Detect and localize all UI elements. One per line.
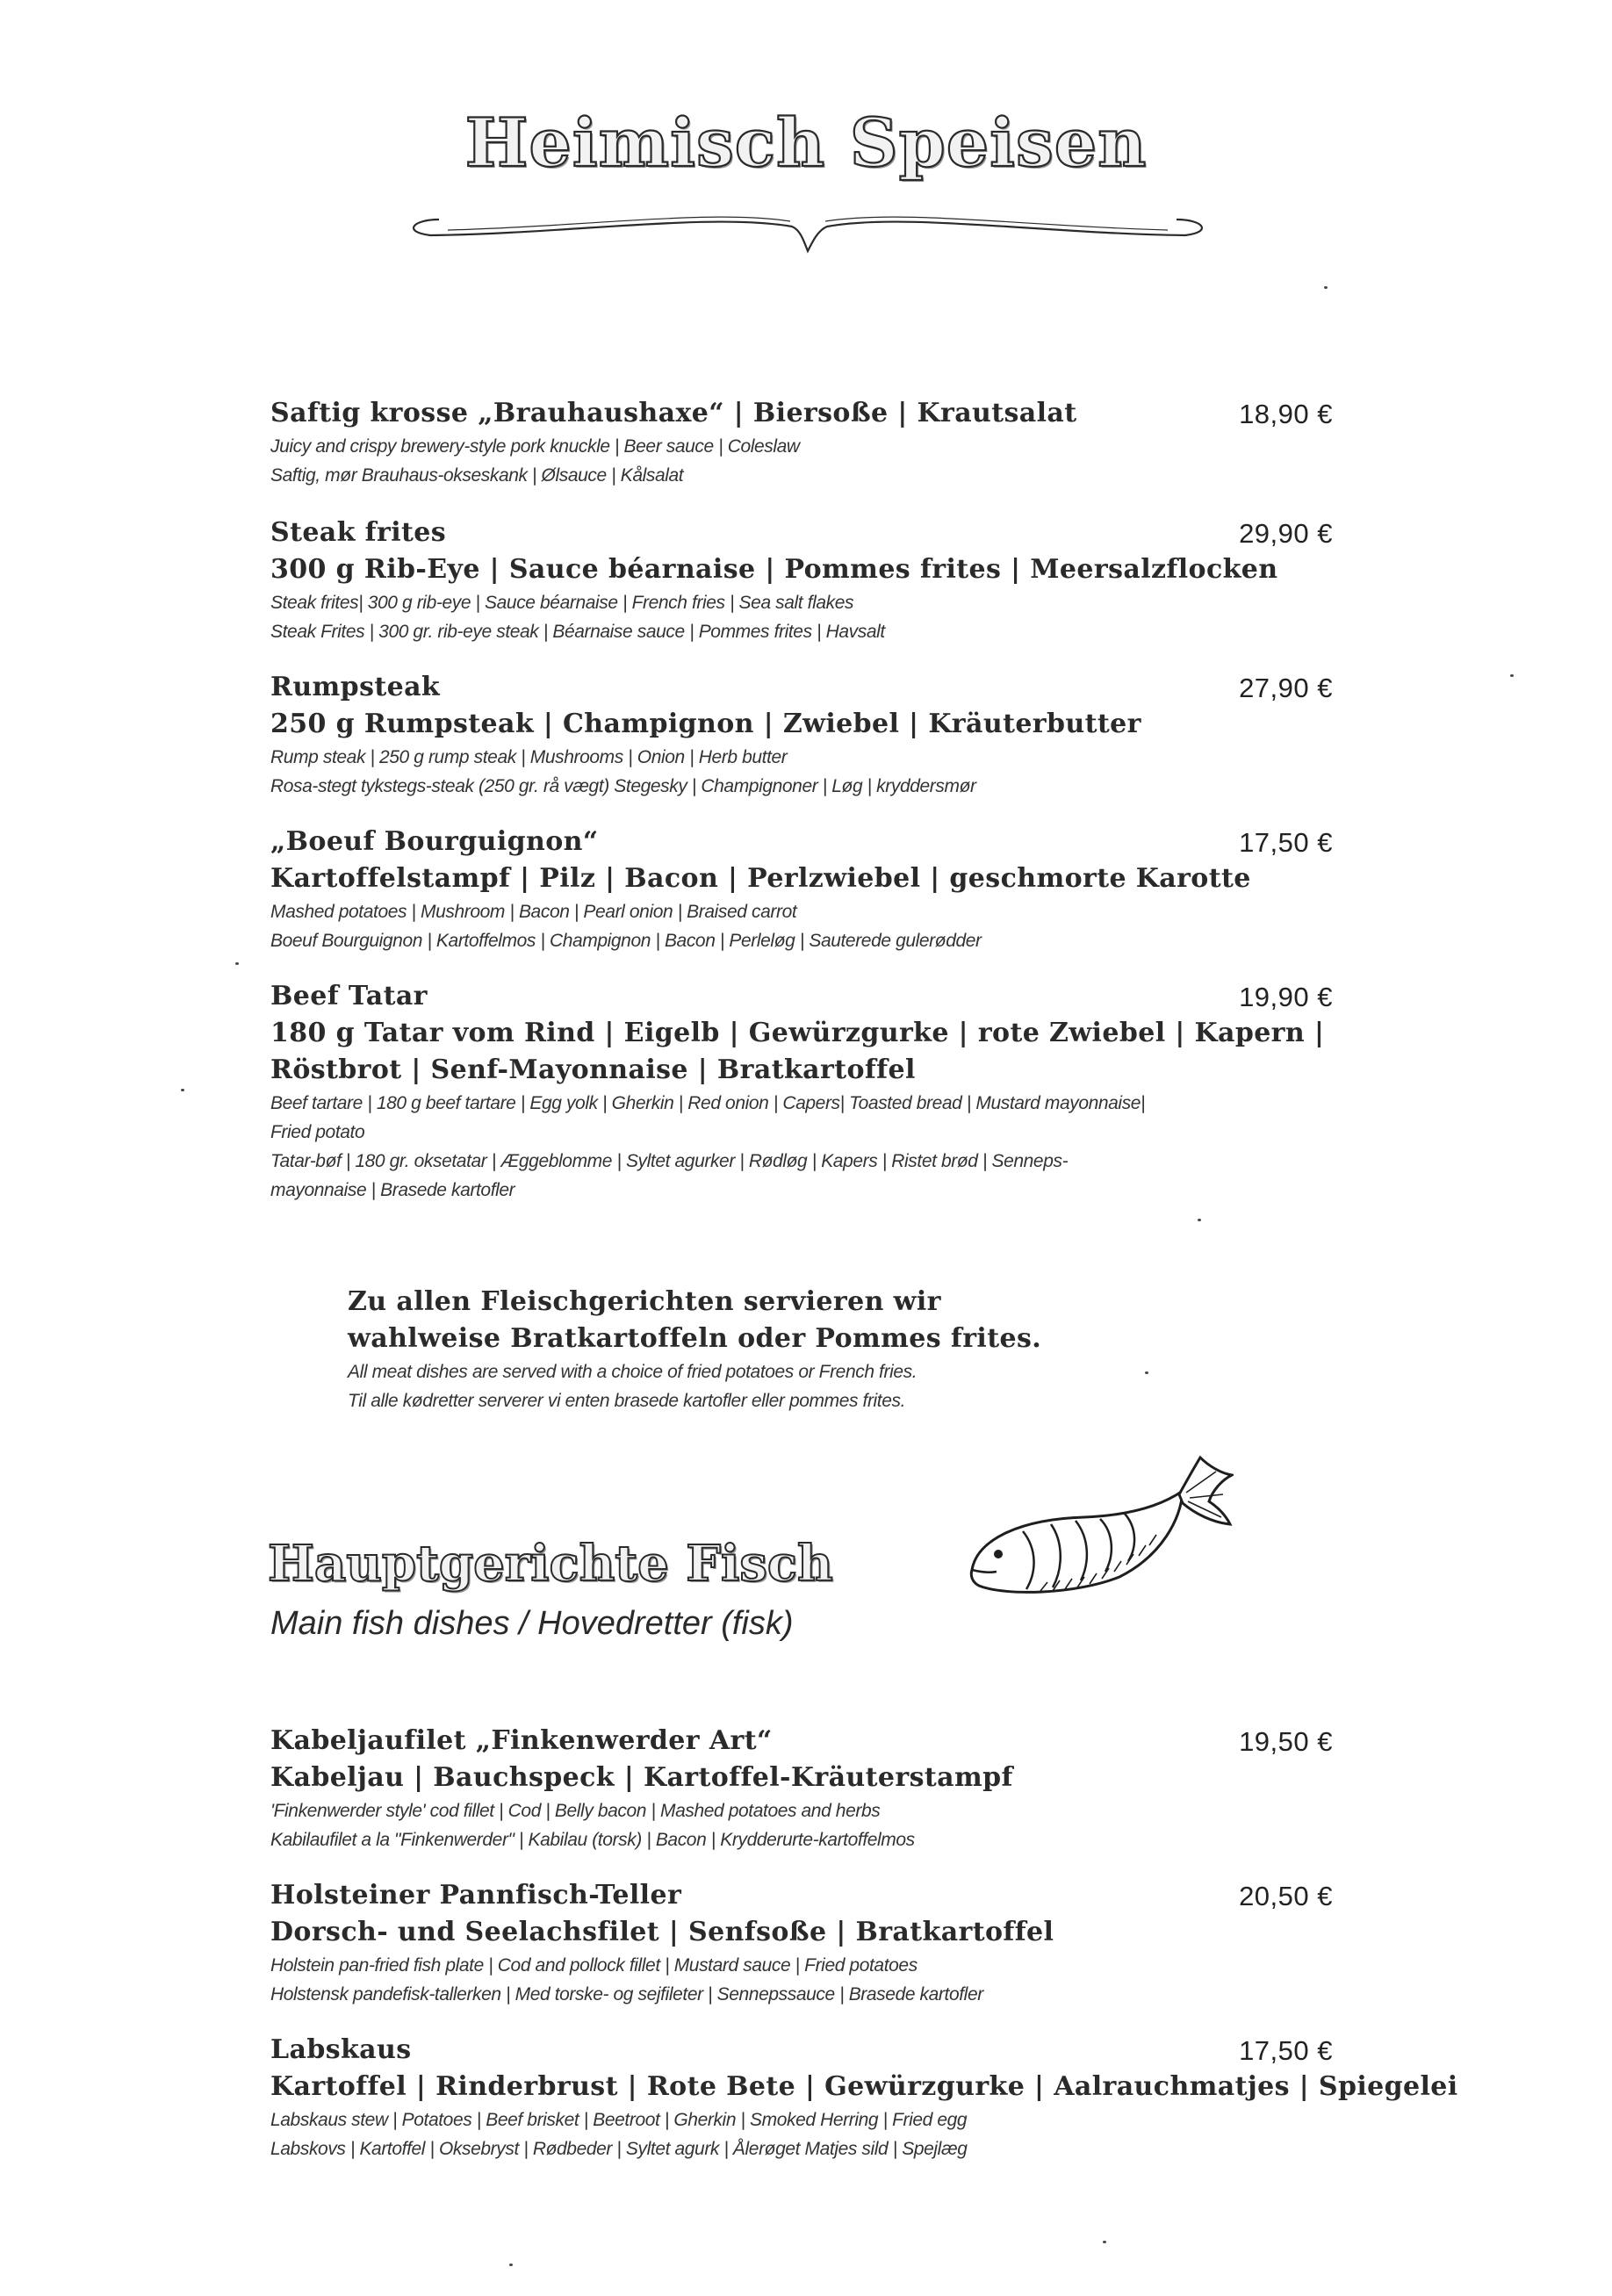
menu-item-steak-frites: [270, 515, 1359, 646]
menu-item-boeuf-bourguignon: [270, 824, 1359, 955]
price-steak-frites: 29,90 €: [1239, 518, 1333, 549]
dish-description: 180 g Tatar vom Rind | Eigelb | Gewürzgurke | rote Zwiebel | Kapern |: [270, 1018, 1325, 1048]
dish-name: Rumpsteak: [270, 672, 441, 702]
price-boeuf-bourguignon: 17,50 €: [1239, 827, 1333, 858]
dish-description: 300 g Rib-Eye | Sauce béarnaise | Pommes frites | Meersalzflocken: [270, 554, 1278, 585]
dish-name: Saftig krosse „Brauhaushaxe“ | Biersoße | Krautsalat: [270, 398, 1077, 428]
dish-name: Steak frites: [270, 517, 447, 548]
dish-name: Holsteiner Pannfisch-Teller: [270, 1880, 682, 1911]
dish-name: Labskaus: [270, 2034, 412, 2065]
menu-item-kabeljaufilet: [270, 1723, 1359, 1854]
fish-icon: [953, 1440, 1234, 1624]
price-kabeljaufilet: 19,50 €: [1239, 1726, 1333, 1757]
fish-section-subtitle: Main fish dishes / Hovedretter (fisk): [270, 1605, 794, 1642]
scan-speck: [1198, 1219, 1201, 1221]
dish-description: Dorsch- und Seelachsfilet | Senfsoße | Bratkartoffel: [270, 1917, 1054, 1947]
scan-speck: [1145, 1371, 1148, 1374]
dish-english: Mashed potatoes | Mushroom | Bacon | Pearl onion | Braised carrot: [270, 902, 797, 922]
side-dish-note: [348, 1284, 1138, 1415]
menu-item-rumpsteak: [270, 669, 1359, 801]
dish-description: Kabeljau | Bauchspeck | Kartoffel-Kräuterstampf: [270, 1762, 1013, 1793]
scan-speck: [181, 1089, 184, 1091]
price-brauhaushaxe: 18,90 €: [1239, 399, 1333, 429]
dish-danish: Labskovs | Kartoffel | Oksebryst | Rødbeder | Syltet agurk | Ålerøget Matjes sild | Spejlæg: [270, 2139, 968, 2159]
dish-english: Rump steak | 250 g rump steak | Mushrooms | Onion | Herb butter: [270, 747, 788, 767]
dish-description: Röstbrot | Senf-Mayonnaise | Bratkartoffel: [270, 1054, 916, 1085]
scan-speck: [1510, 674, 1514, 677]
dish-name: Kabeljaufilet „Finkenwerder Art“: [270, 1725, 773, 1756]
note-english: All meat dishes are served with a choice of fried potatoes or French fries.: [348, 1362, 918, 1382]
note-line: Zu allen Fleischgerichten servieren wir: [348, 1286, 941, 1317]
dish-english: 'Finkenwerder style' cod fillet | Cod | Belly bacon | Mashed potatoes and herbs: [270, 1801, 881, 1821]
dish-english: Holstein pan-fried fish plate | Cod and pollock fillet | Mustard sauce | Fried potatoes: [270, 1955, 918, 1976]
price-pannfisch-teller: 20,50 €: [1239, 1881, 1333, 1911]
menu-item-pannfisch-teller: [270, 1877, 1359, 2009]
note-line: wahlweise Bratkartoffeln oder Pommes frites.: [348, 1323, 1042, 1354]
dish-danish: Saftig, mør Brauhaus-okseskank | Ølsauce | Kålsalat: [270, 465, 684, 486]
dish-english: Juicy and crispy brewery-style pork knuckle | Beer sauce | Coleslaw: [270, 436, 800, 457]
dish-name: „Boeuf Bourguignon“: [270, 826, 599, 857]
dish-description: Kartoffel | Rinderbrust | Rote Bete | Gewürzgurke | Aalrauchmatjes | Spiegelei: [270, 2071, 1458, 2102]
title-swash-ornament: [395, 207, 1220, 260]
note-danish: Til alle kødretter serverer vi enten brasede kartofler eller pommes frites.: [348, 1391, 906, 1411]
dish-description: Kartoffelstampf | Pilz | Bacon | Perlzwiebel | geschmorte Karotte: [270, 863, 1251, 894]
dish-danish: Holstensk pandefisk-tallerken | Med torske- og sejfileter | Sennepssauce | Brasede kartofler: [270, 1984, 983, 2005]
dish-english: Labskaus stew | Potatoes | Beef brisket | Beetroot | Gherkin | Smoked Herring | Fried egg: [270, 2110, 968, 2130]
dish-name: Beef Tatar: [270, 981, 428, 1011]
dish-description: 250 g Rumpsteak | Champignon | Zwiebel | Kräuterbutter: [270, 709, 1141, 739]
dish-danish: Tatar-bøf | 180 gr. oksetatar | Æggeblomme | Syltet agurker | Rødløg | Kapers | Ristet brød | Senneps-mayonnaise | Brasede kartofler: [270, 1151, 1069, 1200]
price-beef-tatar: 19,90 €: [1239, 982, 1333, 1012]
price-labskaus: 17,50 €: [1239, 2035, 1333, 2066]
dish-danish: Steak Frites | 300 gr. rib-eye steak | Béarnaise sauce | Pommes frites | Havsalt: [270, 622, 885, 642]
page-title: Heimisch Speisen: [464, 104, 1148, 182]
dish-danish: Boeuf Bourguignon | Kartoffelmos | Champignon | Bacon | Perleløg | Sauterede gulerødder: [270, 931, 982, 951]
scan-speck: [1103, 2241, 1106, 2243]
menu-item-labskaus: [270, 2032, 1458, 2163]
scan-speck: [509, 2264, 513, 2266]
fish-section-title: Hauptgerichte Fisch: [268, 1535, 833, 1593]
price-rumpsteak: 27,90 €: [1239, 673, 1333, 703]
dish-english: Steak frites| 300 g rib-eye | Sauce béarnaise | French fries | Sea salt flakes: [270, 593, 854, 613]
dish-danish: Rosa-stegt tykstegs-steak (250 gr. rå vægt) Stegesky | Champignoner | Løg | kryddersmør: [270, 776, 976, 796]
dish-english: Beef tartare | 180 g beef tartare | Egg yolk | Gherkin | Red onion | Capers| Toasted bread | Mustard mayonnaise| Fried potato: [270, 1093, 1146, 1142]
scan-speck: [1324, 286, 1328, 289]
menu-item-beef-tatar: [270, 978, 1359, 1205]
menu-item-brauhaushaxe: [270, 395, 1359, 490]
dish-danish: Kabilaufilet a la "Finkenwerder" | Kabilau (torsk) | Bacon | Krydderurte-kartoffelmos: [270, 1830, 915, 1850]
scan-speck: [235, 962, 239, 965]
